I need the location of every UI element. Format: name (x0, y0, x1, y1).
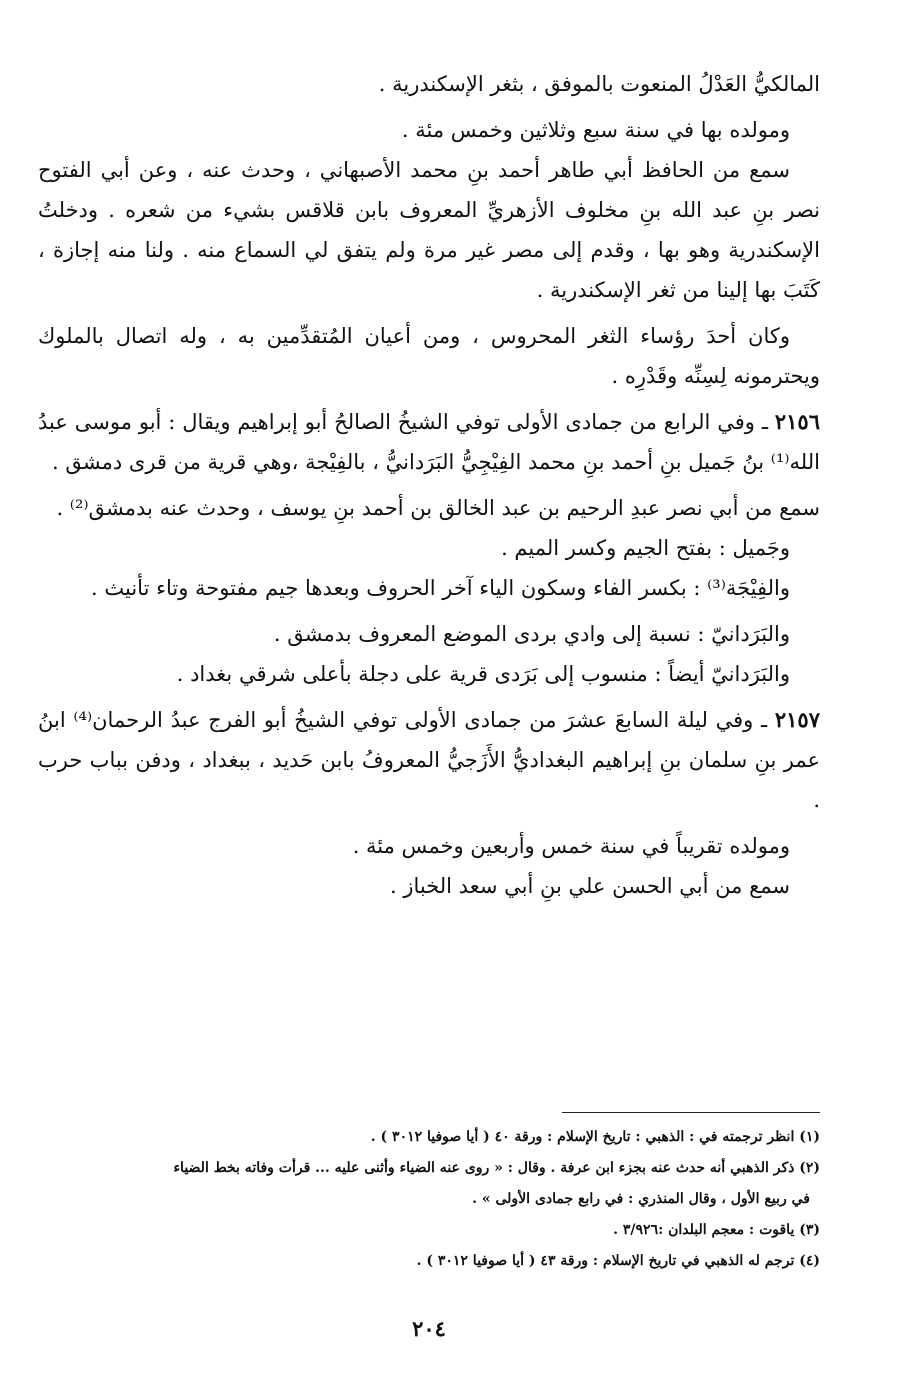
entry-2156 (38, 402, 820, 482)
footnote-2: (٢) ذكر الذهبي أنه حدث عنه بجزء ابن عرفة . وقال : « روى عنه الضياء وأثنى عليه ... قرأت وفاته بخط الضياء (173, 1160, 820, 1176)
paragraph-hearing-2156: سمع من أبي نصر عبدِ الرحيم بن عبد الخالق بن أحمد بنِ يوسف ، وحدث عنه بدمشق⁽²⁾ . (56, 496, 820, 520)
footnote-1: (١) انظر ترجمته في : الذهبي : تاريخ الإسلام : ورقة ٤٠ ( أيا صوفيا ٣٠١٢ ) . (370, 1129, 820, 1145)
footnote-4: (٤) ترجم له الذهبي في تاريخ الإسلام : ورقة ٤٣ ( أيا صوفيا ٣٠١٢ ) . (416, 1253, 820, 1269)
entry-2157 (38, 700, 820, 820)
footnote-3: (٣) ياقوت : معجم البلدان :٣/٩٢٦ . (613, 1222, 820, 1238)
footnote-divider (562, 1112, 820, 1113)
book-page (38, 64, 820, 1354)
paragraph-baradani-2: والبَرَدانيّ أيضاً : منسوب إلى بَرَدى قرية على دجلة بأعلى شرقي بغداد . (176, 662, 790, 686)
paragraph-birth-2157: ومولده تقريباً في سنة خمس وأربعين وخمس مئة . (352, 834, 790, 858)
paragraph-status: وكان أحدَ رؤساء الثغر المحروس ، ومن أعيان المُتقدِّمين به ، وله اتصال بالملوك ويحترمونه لِسِنِّه وقَدْرِه . (38, 324, 820, 388)
paragraph-baradani-1: والبَرَدانيّ : نسبة إلى وادي بردى الموضع المعروف بدمشق . (273, 622, 790, 646)
footnote-2-continued: في ربيع الأول ، وقال المنذري : في رابع جمادى الأولى » . (472, 1191, 810, 1207)
entry-number: ٢١٥٧ (774, 707, 820, 732)
entry-text: ـ وفي الرابع من جمادى الأولى توفي الشيخُ الصالحُ أبو إبراهيم ويقال : أبو موسى عبدُ الله⁽¹⁾ بنُ جَميل بنِ أحمد بنِ محمد الفِيْجِيُّ البَرَدانيُّ ، بالفِيْجة ،وهي قرية من قرى دمشق . (38, 410, 820, 474)
paragraph-hearing-2157: سمع من أبي الحسن علي بنِ أبي سعد الخباز . (389, 874, 790, 898)
paragraph-hearing: سمع من الحافظ أبي طاهر أحمد بنِ محمد الأصبهاني ، وحدث عنه ، وعن أبي الفتوح نصر بنِ عبد الله بنِ مخلوف الأزهريِّ المعروف بابن قلاقس بشيء من شعره . ودخلتُ الإسكندرية وهو بها ، وقدم إلى مصر غير مرة ولم يتفق لي السماع منه . ولنا منه إجازة ، كَتَبَ بها إلينا من ثغر الإسكندرية . (38, 158, 820, 302)
entry-text: ـ وفي ليلة السابعَ عشرَ من جمادى الأولى توفي الشيخُ أبو الفرج عبدُ الرحمان⁽⁴⁾ ابنُ عمر بنِ سلمان بنِ إبراهيم البغداديُّ الأَزَجيُّ المعروفُ بابن حَديد ، ببغداد ، ودفن بباب حرب . (38, 708, 820, 812)
main-text (38, 64, 820, 906)
paragraph-continuation: المالكيُّ العَدْلُ المنعوت بالموفق ، بثغر الإسكندرية . (378, 72, 820, 96)
paragraph-fija: والفِيْجَة⁽³⁾ : بكسر الفاء وسكون الياء آخر الحروف وبعدها جيم مفتوحة وتاء تأنيث . (91, 576, 790, 600)
footnotes (38, 1122, 820, 1277)
paragraph-birth: ومولده بها في سنة سبع وثلاثين وخمس مئة . (401, 118, 790, 142)
page-number: ٢٠٤ (412, 1316, 446, 1341)
entry-number: ٢١٥٦ (774, 409, 820, 434)
paragraph-jamil: وجَميل : بفتح الجيم وكسر الميم . (501, 536, 790, 560)
